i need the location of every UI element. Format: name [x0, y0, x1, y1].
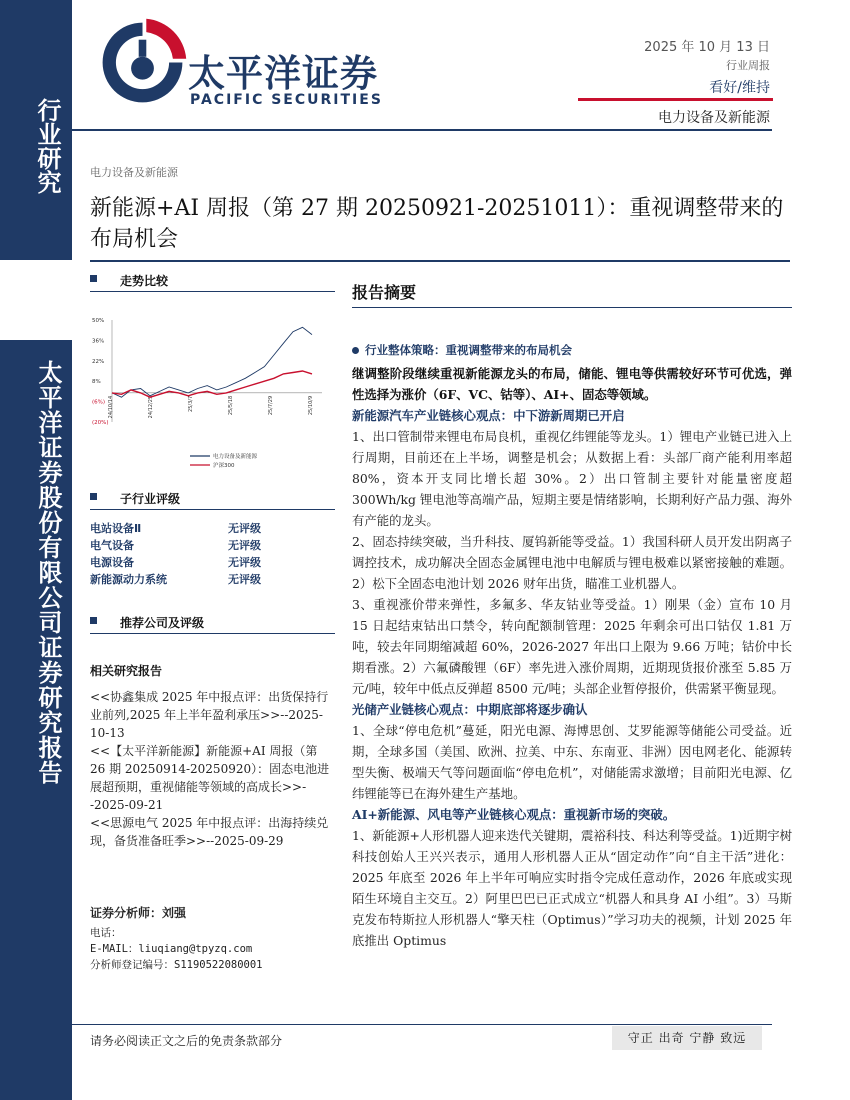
legend-label: 沪深300	[213, 463, 235, 469]
sub-rating-table	[90, 520, 335, 588]
square-bullet-icon	[90, 275, 97, 282]
industry-rating: 看好/维持	[709, 80, 770, 96]
trend-chart	[90, 310, 335, 480]
related-report-link[interactable]: <<协鑫集成 2025 年中报点评：出货保持行业前列,2025 年上半年盈利承压>>--2025-10-13	[90, 690, 329, 740]
sec3-title: AI+新能源、风电等产业链核心观点：重视新市场的突破。	[352, 807, 676, 822]
brand-name-en: PACIFIC SECURITIES	[190, 92, 383, 108]
abstract-column	[352, 280, 792, 948]
footer-rule	[72, 1024, 772, 1025]
x-tick-label: 24/12/25	[148, 395, 154, 419]
x-tick-label: 24/10/14	[108, 395, 114, 419]
sub-rating-value: 无评级	[228, 556, 261, 569]
sub-rating-name: 电源设备	[90, 556, 134, 569]
y-tick-label: (6%)	[92, 399, 106, 406]
sub-rating-value: 无评级	[228, 522, 261, 535]
square-bullet-icon	[90, 493, 97, 500]
sub-rating-row	[90, 571, 335, 588]
abstract-lead: 继调整阶段继续重视新能源龙头的布局，储能、锂电等供需较好环节可优选，弹性选择为涨价（6F、VC、钴等）、AI+、固态等领域。	[352, 366, 792, 402]
sec3-p1: 1、新能源+人形机器人迎来迭代关键期，震裕科技、科达利等受益。1)近期宇树科技创始人王兴兴表示，通用人形机器人正从“固定动作”向“自主干活”进化：2025 年底至 2026 年上半年可响应实时指令完成任意动作，2026 年底或实现陌生环境自主交互。2）阿里巴巴已正式成立“机器人和具身 AI 小组”。3）马斯克发布特斯拉人形机器人“擎天柱（Optimus）”学习功夫的视频，计划 2025 年底推出 Optimus	[352, 828, 792, 948]
y-tick-label: 22%	[92, 358, 105, 365]
analyst-phone: 电话：	[90, 927, 122, 939]
y-tick-label: 36%	[92, 338, 105, 345]
footer-disclaimer: 请务必阅读正文之后的免责条款部分	[90, 1034, 283, 1048]
logo-icon	[95, 15, 190, 110]
abstract-body	[352, 363, 792, 951]
abstract-heading: 报告摘要	[352, 283, 417, 302]
recommend-heading: 推荐公司及评级	[90, 614, 335, 634]
sub-rating-value: 无评级	[228, 573, 261, 586]
x-tick-label: 25/3/7	[188, 395, 194, 412]
y-tick-label: 50%	[92, 318, 105, 324]
legend-label: 电力设备及新能源	[213, 454, 258, 460]
report-title: 新能源+AI 周报（第 27 期 20250921-20251011）：重视调整带来的布局机会	[90, 196, 784, 252]
left-column	[90, 272, 335, 292]
sub-rating-value: 无评级	[228, 539, 261, 552]
sidebar	[0, 0, 72, 1100]
sec2-p1: 1、全球“停电危机”蔓延，阳光电源、海博思创、艾罗能源等储能公司受益。近期，全球多国（美国、欧洲、拉美、中东、东南亚、非洲）因电网老化、能源转型失衡、极端天气等问题面临“停电危机”，对储能需求激增；目前阳光电源、亿纬锂能等已在海外建生产基地。	[352, 723, 792, 801]
footer-motto: 守正 出奇 宁静 致远	[612, 1026, 762, 1050]
sec1-p2: 2、固态持续突破，当升科技、厦钨新能等受益。1）我国科研人员开发出阴离子调控技术，成功解决全固态金属锂电池中电解质与锂电极难以紧密接触的难题。2）松下全固态电池计划 2026 财年出货，瞄准工业机器人。	[352, 534, 792, 591]
related-list	[90, 688, 330, 850]
header-sector: 电力设备及新能源	[658, 110, 770, 126]
sector-label: 电力设备及新能源	[90, 166, 178, 179]
sub-rating-row	[90, 537, 335, 554]
sidebar-top-label: 行业研究	[33, 98, 62, 194]
related-report-link[interactable]: <<思源电气 2025 年中报点评：出海持续兑现，备货准备旺季>>--2025-09-29	[90, 816, 329, 848]
y-tick-label: 8%	[92, 379, 101, 386]
sidebar-bottom-label: 太平洋证券股份有限公司证券研究报告	[34, 360, 63, 785]
title-rule	[90, 260, 790, 262]
analyst-block	[90, 905, 335, 973]
sub-rating-row	[90, 520, 335, 537]
x-tick-label: 25/10/9	[308, 395, 314, 416]
sec1-p1: 1、出口管制带来锂电布局良机，重视亿纬锂能等龙头。1）锂电产业链已进入上行周期，目前还在上半场，调整是机会；从数据上看：头部厂商产能利用率超 80%，资本开支同比增长超 30%。2）出口管制主要针对能量密度超 300Wh/kg 锂电池等高端产品，短期主要是情绪影响，长期利好产品力强、海外有产能的龙头。	[352, 429, 792, 528]
x-tick-label: 25/5/18	[228, 395, 234, 416]
analyst-name: 证券分析师：刘强	[90, 906, 187, 920]
dot-bullet-icon	[352, 347, 359, 354]
sub-rating-name: 新能源动力系统	[90, 573, 167, 586]
sub-rating-row	[90, 554, 335, 571]
report-date: 2025 年 10 月 13 日	[644, 40, 770, 55]
y-tick-label: (20%)	[92, 420, 109, 426]
sec2-title: 光储产业链核心观点：中期底部将逐步确认	[352, 702, 588, 717]
series-line	[112, 327, 312, 397]
analyst-reg: 分析师登记编号：S1190522080001	[90, 959, 263, 971]
related-heading: 相关研究报告	[90, 664, 163, 678]
brand-name-cn: 太平洋证券	[188, 52, 378, 95]
series-line	[112, 371, 312, 397]
sec1-p3: 3、重视涨价带来弹性，多氟多、华友钴业等受益。1）刚果（金）宣布 10 月 15 日起结束钴出口禁令，转向配额制管理：2025 年剩余可出口钴仅 1.81 万吨，较去年同期缩减超 60%，2026-2027 年出口上限为 9.66 万吨；钴价中长期看涨。2）六氟磷酸锂（6F）率先进入涨价周期，近期现货报价涨至 5.85 万元/吨，较年中低点反弹超 8500 元/吨；头部企业暂停报价，供需紧平衡显现。	[352, 597, 792, 696]
related-report-link[interactable]: <<【太平洋新能源】新能源+AI 周报（第 26 期 20250914-20250920）：固态电池进展超预期，重视储能等领域的高成长>>--2025-09-21	[90, 744, 330, 812]
sub-rating-name: 电气设备	[90, 539, 134, 552]
header-rule	[72, 129, 772, 131]
sub-rating-heading: 子行业评级	[90, 490, 335, 510]
square-bullet-icon	[90, 617, 97, 624]
sec1-title: 新能源汽车产业链核心观点：中下游新周期已开启	[352, 408, 625, 423]
header-red-rule	[578, 98, 773, 101]
strategy-line: 行业整体策略：重视调整带来的布局机会	[352, 342, 572, 358]
trend-heading: 走势比较	[90, 272, 335, 292]
report-type: 行业周报	[726, 59, 770, 72]
x-tick-label: 25/7/29	[268, 395, 274, 416]
analyst-email[interactable]: E-MAIL：liuqiang@tpyzq.com	[90, 943, 253, 955]
sub-rating-name: 电站设备Ⅱ	[90, 522, 142, 535]
